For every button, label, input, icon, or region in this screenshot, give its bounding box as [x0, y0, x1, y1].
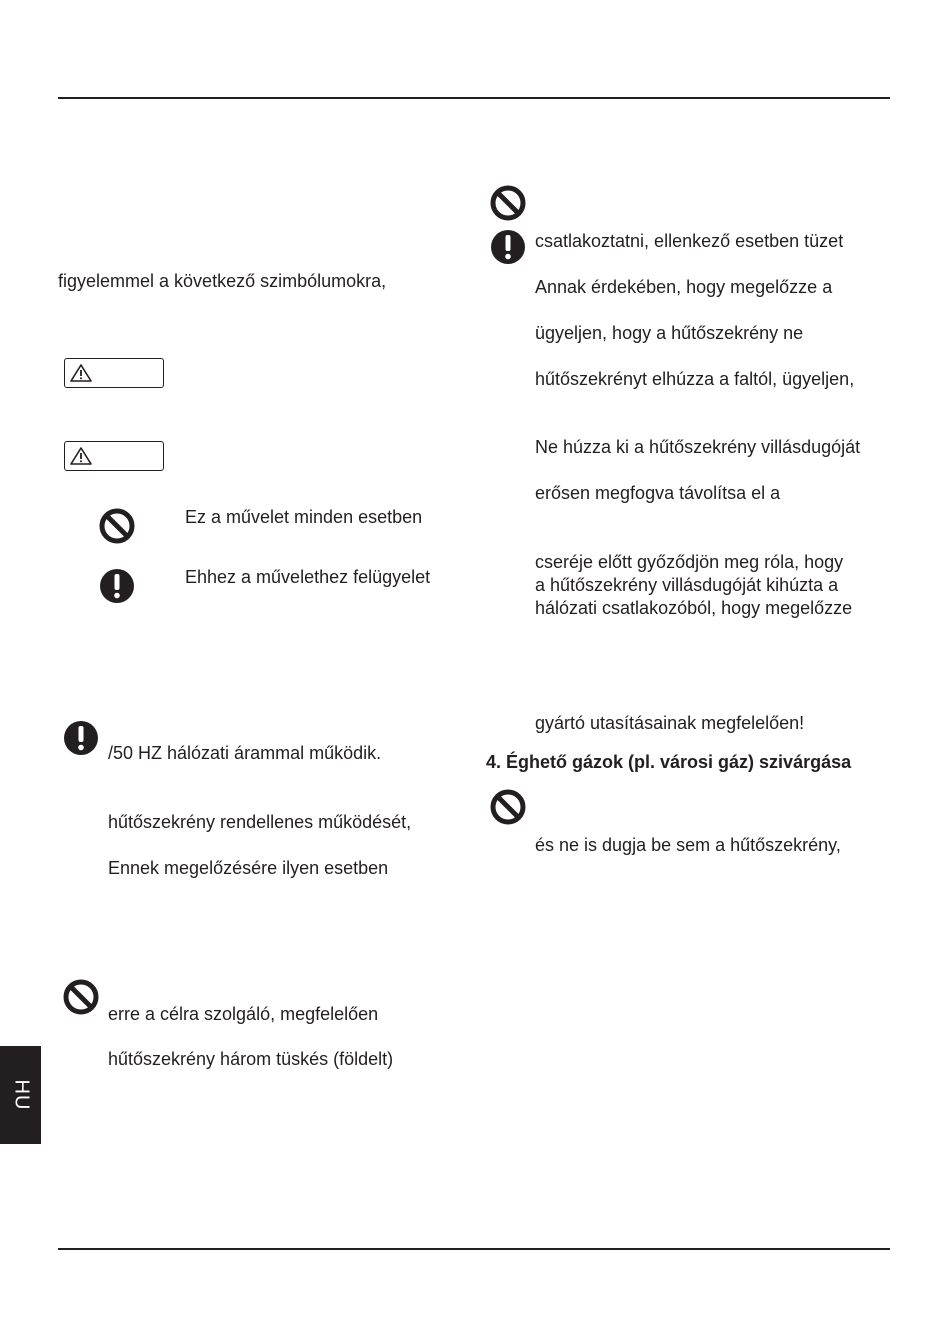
- right-text-11: és ne is dugja be sem a hűtőszekrény,: [535, 835, 841, 855]
- paragraph-1-line-3: Ennek megelőzésére ilyen esetben: [108, 858, 389, 878]
- language-tab: [0, 1046, 41, 1144]
- prohibited-icon: [490, 789, 526, 825]
- paragraph-2-line-1: erre a célra szolgáló, megfelelően: [108, 1004, 379, 1024]
- right-text-9: hálózati csatlakozóból, hogy megelőzze: [535, 598, 853, 618]
- warning-triangle-icon: [69, 446, 93, 466]
- right-text-6: erősen megfogva távolítsa el a: [535, 483, 781, 503]
- paragraph-2-line-2: hűtőszekrény három tüskés (földelt): [108, 1049, 394, 1069]
- right-text-1: csatlakoztatni, ellenkező esetben tüzet: [535, 231, 844, 251]
- prohibited-icon: [99, 508, 135, 544]
- right-text-7: cseréje előtt győződjön meg róla, hogy: [535, 552, 844, 572]
- header-rule: [58, 97, 890, 99]
- warning-label-box-1: [64, 358, 164, 388]
- prohibited-icon: [490, 185, 526, 221]
- right-text-3: ügyeljen, hogy a hűtőszekrény ne: [535, 323, 804, 343]
- warning-label-box-2: [64, 441, 164, 471]
- right-text-10: gyártó utasításainak megfelelően!: [535, 713, 805, 733]
- footer-rule: [58, 1248, 890, 1250]
- symbol-prohibited-text: Ez a művelet minden esetben: [185, 507, 423, 527]
- right-text-4: hűtőszekrényt elhúzza a faltól, ügyeljen,: [535, 369, 855, 389]
- paragraph-1-line-2: hűtőszekrény rendellenes működését,: [108, 812, 412, 832]
- right-text-2: Annak érdekében, hogy megelőzze a: [535, 277, 833, 297]
- intro-text: figyelemmel a következő szimbólumokra,: [58, 271, 387, 291]
- mandatory-icon: [99, 568, 135, 604]
- language-tab-label: HU: [10, 1079, 32, 1111]
- mandatory-icon: [490, 229, 526, 265]
- right-text-8: a hűtőszekrény villásdugóját kihúzta a: [535, 575, 839, 595]
- warning-triangle-icon: [69, 363, 93, 383]
- mandatory-icon: [63, 720, 99, 756]
- right-text-5: Ne húzza ki a hűtőszekrény villásdugóját: [535, 437, 861, 457]
- section-heading-4: 4. Éghető gázok (pl. városi gáz) szivárgása: [486, 752, 852, 772]
- paragraph-1-line-1: /50 HZ hálózati árammal működik.: [108, 743, 382, 763]
- symbol-mandatory-text: Ehhez a művelethez felügyelet: [185, 567, 431, 587]
- prohibited-icon: [63, 979, 99, 1015]
